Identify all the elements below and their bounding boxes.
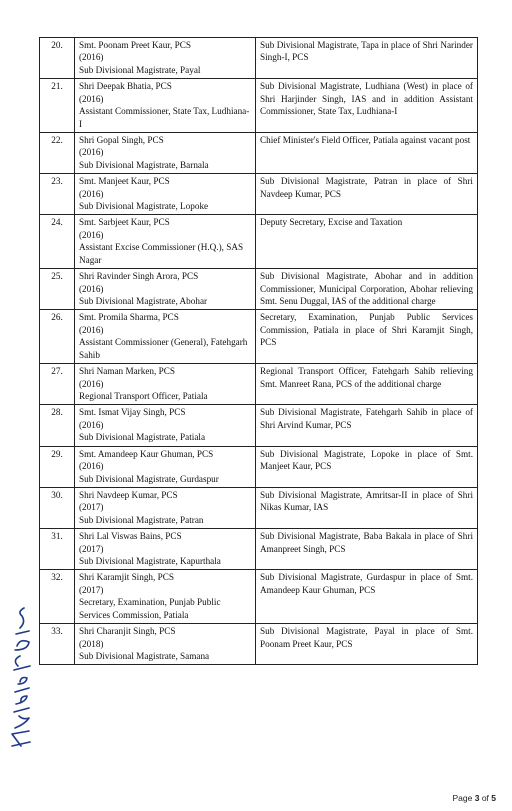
officer-cell <box>75 132 256 173</box>
officer-name: Shri Ravinder Singh Arora, PCS <box>79 271 199 282</box>
officer-batch: (2016) <box>79 93 104 104</box>
serial-number: 27. <box>40 364 75 405</box>
officer-cell <box>75 529 256 570</box>
serial-number: 30. <box>40 487 75 528</box>
new-posting: Sub Divisional Magistrate, Amritsar-II in place of Shri Nikas Kumar, IAS <box>256 487 478 528</box>
new-posting: Sub Divisional Magistrate, Payal in place of Smt. Poonam Preet Kaur, PCS <box>256 624 478 665</box>
officer-name: Smt. Amandeep Kaur Ghuman, PCS <box>79 448 214 459</box>
new-posting: Sub Divisional Magistrate, Baba Bakala in place of Shri Amanpreet Singh, PCS <box>256 529 478 570</box>
officer-cell <box>75 174 256 215</box>
officer-name: Shri Gopal Singh, PCS <box>79 134 164 145</box>
current-posting: Sub Divisional Magistrate, Patran <box>79 514 204 525</box>
officer-batch: (2018) <box>79 638 104 649</box>
new-posting: Sub Divisional Magistrate, Lopoke in place of Smt. Manjeet Kaur, PCS <box>256 446 478 487</box>
new-posting: Sub Divisional Magistrate, Patran in place of Shri Navdeep Kumar, PCS <box>256 174 478 215</box>
officer-batch: (2016) <box>79 283 104 294</box>
serial-number: 21. <box>40 79 75 133</box>
table-row <box>40 132 478 173</box>
officer-cell <box>75 405 256 446</box>
serial-number: 28. <box>40 405 75 446</box>
officer-name: Smt. Sarbjeet Kaur, PCS <box>79 217 170 228</box>
officer-name: Smt. Manjeet Kaur, PCS <box>79 176 170 187</box>
table-row <box>40 624 478 665</box>
page-current: 3 <box>474 793 480 803</box>
current-posting: Sub Divisional Magistrate, Payal <box>79 64 201 75</box>
page-separator: of <box>479 793 492 803</box>
table-row <box>40 215 478 269</box>
current-posting: Assistant Commissioner, State Tax, Ludhiana-I <box>79 106 250 129</box>
serial-number: 29. <box>40 446 75 487</box>
page-number <box>453 793 497 803</box>
officer-batch: (2017) <box>79 502 104 513</box>
officer-cell <box>75 624 256 665</box>
officer-name: Smt. Promila Sharma, PCS <box>79 312 179 323</box>
officer-cell <box>75 310 256 364</box>
officer-batch: (2017) <box>79 584 104 595</box>
table-row <box>40 570 478 624</box>
current-posting: Sub Divisional Magistrate, Kapurthala <box>79 556 221 567</box>
new-posting: Sub Divisional Magistrate, Abohar and in addition Commissioner, Municipal Corporation, Abohar relieving Smt. Senu Duggal, IAS of the additional charge <box>256 269 478 310</box>
officer-name: Smt. Ismat Vijay Singh, PCS <box>79 407 186 418</box>
officer-cell <box>75 79 256 133</box>
officer-name: Shri Lal Viswas Bains, PCS <box>79 531 182 542</box>
serial-number: 25. <box>40 269 75 310</box>
officer-batch: (2016) <box>79 52 104 63</box>
transfer-orders-table <box>39 37 478 665</box>
serial-number: 20. <box>40 38 75 79</box>
officer-cell <box>75 215 256 269</box>
table-body <box>40 38 478 665</box>
officer-cell <box>75 487 256 528</box>
table-row <box>40 529 478 570</box>
serial-number: 24. <box>40 215 75 269</box>
new-posting: Chief Minister's Field Officer, Patiala against vacant post <box>256 132 478 173</box>
officer-cell <box>75 364 256 405</box>
table-row <box>40 364 478 405</box>
officer-name: Shri Navdeep Kumar, PCS <box>79 489 178 500</box>
current-posting: Assistant Commissioner (General), Fatehgarh Sahib <box>79 337 248 360</box>
serial-number: 32. <box>40 570 75 624</box>
officer-batch: (2016) <box>79 147 104 158</box>
officer-cell <box>75 38 256 79</box>
officer-batch: (2016) <box>79 461 104 472</box>
current-posting: Sub Divisional Magistrate, Samana <box>79 650 210 661</box>
officer-name: Smt. Poonam Preet Kaur, PCS <box>79 40 191 50</box>
table-row <box>40 38 478 79</box>
officer-batch: (2016) <box>79 324 104 335</box>
table-row <box>40 487 478 528</box>
officer-name: Shri Naman Marken, PCS <box>79 366 175 377</box>
serial-number: 31. <box>40 529 75 570</box>
officer-batch: (2017) <box>79 543 104 554</box>
officer-cell <box>75 269 256 310</box>
table-row <box>40 269 478 310</box>
current-posting: Sub Divisional Magistrate, Abohar <box>79 296 208 307</box>
current-posting: Sub Divisional Magistrate, Gurdaspur <box>79 473 219 484</box>
officer-batch: (2016) <box>79 419 104 430</box>
current-posting: Sub Divisional Magistrate, Lopoke <box>79 201 209 212</box>
current-posting: Sub Divisional Magistrate, Barnala <box>79 159 209 170</box>
table-row <box>40 79 478 133</box>
serial-number: 33. <box>40 624 75 665</box>
current-posting: Secretary, Examination, Punjab Public Services Commission, Patiala <box>79 597 221 620</box>
new-posting: Secretary, Examination, Punjab Public Services Commission, Patiala in place of Shri Karamjit Singh, PCS <box>256 310 478 364</box>
table-row <box>40 310 478 364</box>
table-row <box>40 405 478 446</box>
new-posting: Regional Transport Officer, Fatehgarh Sahib relieving Smt. Manreet Rana, PCS of the additional charge <box>256 364 478 405</box>
officer-batch: (2016) <box>79 229 104 240</box>
officer-name: Shri Deepak Bhatia, PCS <box>79 81 172 92</box>
new-posting: Sub Divisional Magistrate, Tapa in place of Shri Narinder Singh-I, PCS <box>256 38 478 79</box>
table-row <box>40 446 478 487</box>
table-row <box>40 174 478 215</box>
officer-batch: (2016) <box>79 378 104 389</box>
serial-number: 22. <box>40 132 75 173</box>
officer-name: Shri Charanjit Singh, PCS <box>79 626 176 637</box>
new-posting: Deputy Secretary, Excise and Taxation <box>256 215 478 269</box>
signature-image <box>2 600 42 750</box>
current-posting: Regional Transport Officer, Patiala <box>79 390 208 401</box>
new-posting: Sub Divisional Magistrate, Ludhiana (West) in place of Shri Harjinder Singh, IAS and in addition Assistant Commissioner, State Tax, Ludhiana-I <box>256 79 478 133</box>
new-posting: Sub Divisional Magistrate, Gurdaspur in place of Smt. Amandeep Kaur Ghuman, PCS <box>256 570 478 624</box>
page-total: 5 <box>491 793 496 803</box>
page-label: Page <box>452 793 475 803</box>
current-posting: Sub Divisional Magistrate, Patiala <box>79 432 206 443</box>
new-posting: Sub Divisional Magistrate, Fatehgarh Sahib in place of Shri Arvind Kumar, PCS <box>256 405 478 446</box>
officer-name: Shri Karamjit Singh, PCS <box>79 572 174 583</box>
officer-cell <box>75 570 256 624</box>
serial-number: 26. <box>40 310 75 364</box>
current-posting: Assistant Excise Commissioner (H.Q.), SAS Nagar <box>79 242 244 265</box>
serial-number: 23. <box>40 174 75 215</box>
officer-cell <box>75 446 256 487</box>
officer-batch: (2016) <box>79 188 104 199</box>
